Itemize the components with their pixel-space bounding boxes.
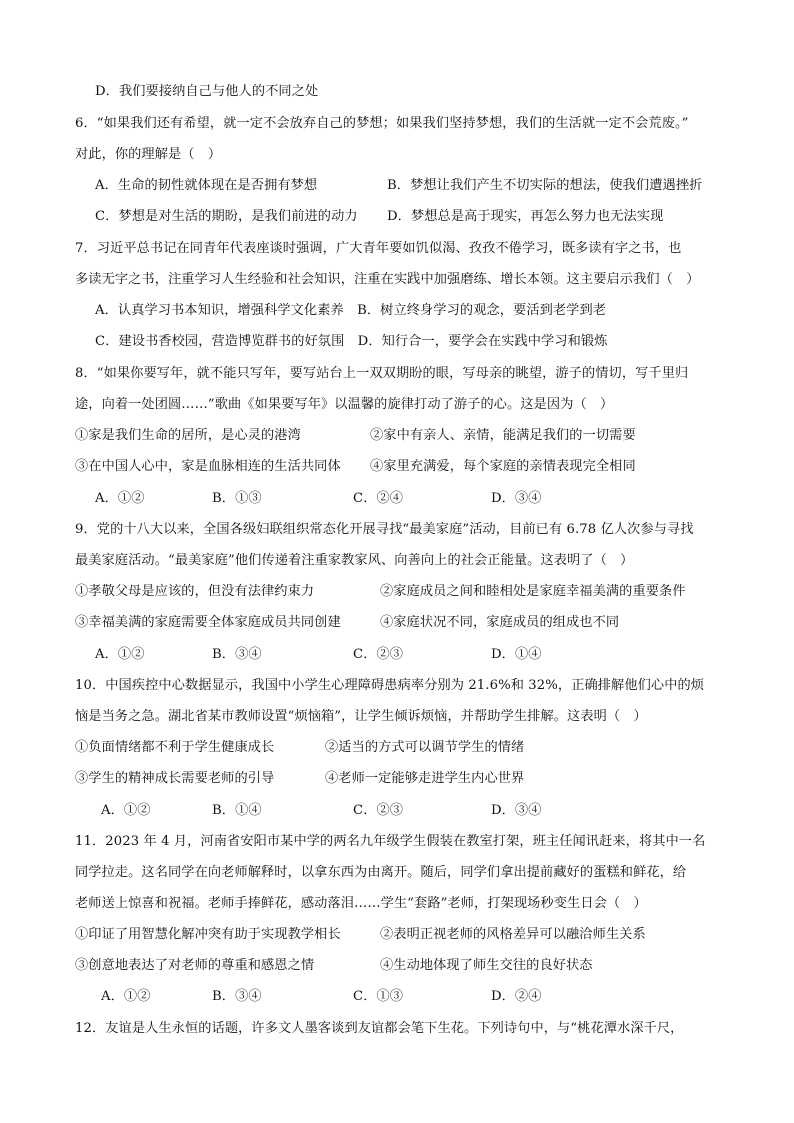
q8-answer-a: A．①② xyxy=(95,491,145,506)
q8-statement-1: ①家是我们生命的居所，是心灵的港湾 xyxy=(75,428,301,443)
q9-statement-4: ④家庭状况不同，家庭成员的组成也不同 xyxy=(380,615,620,630)
q7-options-ab: A．认真学习书本知识，增强科学文化素养 B．树立终身学习的观念，要活到老学到老 xyxy=(95,303,607,318)
q9-statement-3: ③幸福美满的家庭需要全体家庭成员共同创建 xyxy=(75,615,341,630)
q8-statement-4: ④家里充满爱，每个家庭的亲情表现完全相同 xyxy=(370,459,636,474)
q7-options-cd: C．建设书香校园，营造博览群书的好氛围 D．知行合一，要学会在实践中学习和锻炼 xyxy=(95,334,608,349)
q6-option-d: D．梦想总是高于现实，再怎么努力也无法实现 xyxy=(387,209,664,224)
q11-statement-2: ②表明正视老师的风格差异可以融洽师生关系 xyxy=(380,927,646,942)
q12-stem-line1: 12．友谊是人生永恒的话题，许多文人墨客谈到友谊都会笔下生花。下列诗句中，与“桃花潭水深千尺， xyxy=(75,1021,684,1036)
q9-answer-a: A．①② xyxy=(95,647,145,662)
q11-statement-3: ③创意地表达了对老师的尊重和感恩之情 xyxy=(75,958,315,973)
q11-statement-1: ①印证了用智慧化解冲突有助于实现教学相长 xyxy=(75,927,341,942)
q10-stem-line1: 10．中国疾控中心数据显示，我国中小学生心理障碍患病率分别为 21.6%和 32%，正确排解他们心中的烦 xyxy=(75,678,705,693)
q7-stem-line2: 多读无字之书，注重学习人生经验和社会知识，注重在实践中加强磨练、增长本领。这主要启示我们（ ） xyxy=(75,272,700,287)
q8-answer-c: C．②④ xyxy=(353,491,404,506)
q5-option-d: D．我们要接纳自己与他人的不同之处 xyxy=(95,84,319,99)
q11-stem-line3: 老师送上惊喜和祝福。老师手捧鲜花，感动落泪……学生“套路”老师，打架现场秒变生日会（ ） xyxy=(75,896,647,911)
q6-option-a: A．生命的韧性就体现在是否拥有梦想 xyxy=(95,178,318,193)
q10-stem-line2: 恼是当务之急。湖北省某市教师设置“烦恼箱”，让学生倾诉烦恼，并帮助学生排解。这表明（ ） xyxy=(75,709,647,724)
q9-answer-c: C．②③ xyxy=(353,647,404,662)
q11-stem-line2: 同学拉走。这名同学在向老师解释时，以拿东西为由离开。随后，同学们拿出提前藏好的蛋糕和鲜花，给 xyxy=(75,865,687,880)
q10-statement-3: ③学生的精神成长需要老师的引导 xyxy=(75,771,275,786)
q11-stem-line1: 11．2023 年 4 月，河南省安阳市某中学的两名九年级学生假装在教室打架，班主任闻讯赶来，将其中一名 xyxy=(75,834,706,849)
q9-answer-d: D．①④ xyxy=(491,647,542,662)
q6-option-c: C．梦想是对生活的期盼，是我们前进的动力 xyxy=(95,209,358,224)
q9-stem-line2: 最美家庭活动。“最美家庭”他们传递着注重家教家风、向善向上的社会正能量。这表明了（ ） xyxy=(75,553,634,568)
q10-answer-d: D．③④ xyxy=(491,803,542,818)
q10-statement-1: ①负面情绪都不利于学生健康成长 xyxy=(75,740,275,755)
q8-answer-b: B．①③ xyxy=(212,491,262,506)
q8-statement-2: ②家中有亲人、亲情，能满足我们的一切需要 xyxy=(370,428,636,443)
q6-stem-line2: 对此，你的理解是（ ） xyxy=(75,147,222,162)
q6-option-b: B．梦想让我们产生不切实际的想法，使我们遭遇挫折 xyxy=(387,178,703,193)
q9-answer-b: B．③④ xyxy=(212,647,262,662)
q11-answer-a: A．①② xyxy=(101,989,151,1004)
q9-statement-2: ②家庭成员之间和睦相处是家庭幸福美满的重要条件 xyxy=(380,584,686,599)
q8-stem-line2: 途，向着一处团圆……”歌曲《如果要写年》以温馨的旋律打动了游子的心。这是因为（ ） xyxy=(75,397,614,412)
q6-stem-line1: 6．“如果我们还有希望，就一定不会放弃自己的梦想；如果我们坚持梦想，我们的生活就一定不会荒废。” xyxy=(75,116,689,131)
q8-stem-line1: 8．“如果你要写年，就不能只写年，要写站台上一双双期盼的眼，写母亲的眺望，游子的情切，写千里归 xyxy=(75,366,689,381)
q8-answer-d: D．③④ xyxy=(491,491,542,506)
q11-answer-d: D．②④ xyxy=(491,989,542,1004)
q7-stem-line1: 7．习近平总书记在同青年代表座谈时强调，广大青年要如饥似渴、孜孜不倦学习，既多读有字之书，也 xyxy=(75,241,682,256)
q10-answer-b: B．①④ xyxy=(212,803,262,818)
q11-statement-4: ④生动地体现了师生交往的良好状态 xyxy=(380,958,593,973)
q10-statement-2: ②适当的方式可以调节学生的情绪 xyxy=(325,740,525,755)
q9-statement-1: ①孝敬父母是应该的，但没有法律约束力 xyxy=(75,584,315,599)
q8-statement-3: ③在中国人心中，家是血脉相连的生活共同体 xyxy=(75,459,341,474)
q9-stem-line1: 9．党的十八大以来，全国各级妇联组织常态化开展寻找“最美家庭”活动，目前已有 6.78 亿人次参与寻找 xyxy=(75,522,694,537)
q11-answer-b: B．③④ xyxy=(212,989,262,1004)
q10-answer-a: A．①② xyxy=(101,803,151,818)
q10-statement-4: ④老师一定能够走进学生内心世界 xyxy=(325,771,525,786)
q10-answer-c: C．②③ xyxy=(353,803,404,818)
q11-answer-c: C．①③ xyxy=(353,989,404,1004)
